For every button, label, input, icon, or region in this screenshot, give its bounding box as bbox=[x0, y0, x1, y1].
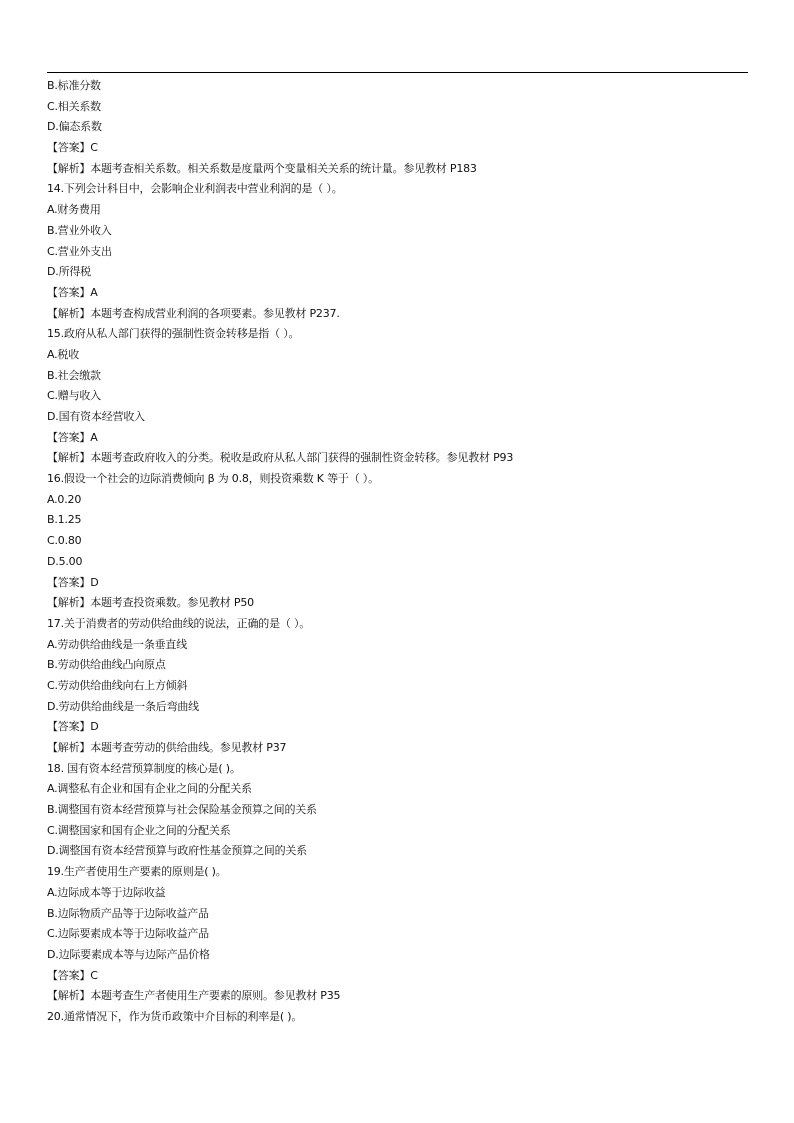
analysis-q15: 【解析】本题考查政府收入的分类。税收是政府从私人部门获得的强制性资金转移。参见教材 P93 bbox=[47, 451, 514, 465]
option-a-q15: A.税收 bbox=[47, 347, 80, 361]
analysis-q19: 【解析】本题考查生产者使用生产要素的原则。参见教材 P35 bbox=[47, 989, 341, 1003]
option-b-q18: B.调整国有资本经营预算与社会保险基金预算之间的关系 bbox=[47, 803, 317, 817]
option-a-q18: A.调整私有企业和国有企业之间的分配关系 bbox=[47, 782, 252, 796]
answer-q13: 【答案】C bbox=[47, 141, 98, 155]
option-d-q17: D.劳动供给曲线是一条后弯曲线 bbox=[47, 699, 199, 713]
option-c-q19: C.边际要素成本等于边际收益产品 bbox=[47, 927, 209, 941]
option-c-q15: C.赠与收入 bbox=[47, 389, 101, 403]
question-16: 16.假设一个社会的边际消费倾向 β 为 0.8，则投资乘数 K 等于（ ）。 bbox=[47, 472, 379, 486]
header-rule bbox=[47, 72, 748, 73]
option-c-q16: C.0.80 bbox=[47, 534, 82, 548]
question-19: 19.生产者使用生产要素的原则是( )。 bbox=[47, 865, 227, 879]
answer-q16: 【答案】D bbox=[47, 575, 99, 589]
document-body bbox=[47, 76, 747, 1028]
answer-q15: 【答案】A bbox=[47, 430, 98, 444]
question-15: 15.政府从私人部门获得的强制性资金转移是指（ ）。 bbox=[47, 327, 300, 341]
option-a-q19: A.边际成本等于边际收益 bbox=[47, 885, 166, 899]
option-d-q15: D.国有资本经营收入 bbox=[47, 410, 145, 423]
option-d-q19: D.边际要素成本等与边际产品价格 bbox=[47, 947, 210, 961]
option-d-q14: D.所得税 bbox=[47, 265, 91, 279]
option-c-q17: C.劳动供给曲线向右上方倾斜 bbox=[47, 678, 188, 692]
option-b-q16: B.1.25 bbox=[47, 513, 82, 527]
answer-q14: 【答案】A bbox=[47, 285, 98, 299]
option-a-q14: A.财务费用 bbox=[47, 203, 101, 217]
option-d-q16: D.5.00 bbox=[47, 554, 83, 568]
option-b-q14: B.营业外收入 bbox=[47, 223, 112, 237]
option-b-q13: B.标准分数 bbox=[47, 79, 101, 92]
option-c-q18: C.调整国家和国有企业之间的分配关系 bbox=[47, 823, 231, 837]
analysis-q17: 【解析】本题考查劳动的供给曲线。参见教材 P37 bbox=[47, 741, 287, 754]
option-c-q13: C.相关系数 bbox=[47, 99, 101, 113]
option-a-q17: A.劳动供给曲线是一条垂直线 bbox=[47, 637, 188, 651]
answer-q19: 【答案】C bbox=[47, 968, 98, 982]
option-b-q19: B.边际物质产品等于边际收益产品 bbox=[47, 906, 209, 920]
option-d-q13: D.偏态系数 bbox=[47, 120, 102, 134]
question-18: 18. 国有资本经营预算制度的核心是( )。 bbox=[47, 761, 241, 775]
analysis-q13: 【解析】本题考查相关系数。相关系数是度量两个变量相关关系的统计量。参见教材 P183 bbox=[47, 161, 477, 175]
analysis-q16: 【解析】本题考查投资乘数。参见教材 P50 bbox=[47, 596, 254, 610]
question-17: 17.关于消费者的劳动供给曲线的说法，正确的是（ ）。 bbox=[47, 616, 311, 630]
option-b-q15: B.社会缴款 bbox=[47, 368, 101, 382]
option-b-q17: B.劳动供给曲线凸向原点 bbox=[47, 658, 166, 672]
analysis-q14: 【解析】本题考查构成营业利润的各项要素。参见教材 P237. bbox=[47, 306, 340, 320]
question-20: 20.通常情况下，作为货币政策中介目标的利率是( )。 bbox=[47, 1009, 303, 1023]
option-c-q14: C.营业外支出 bbox=[47, 244, 112, 258]
option-a-q16: A.0.20 bbox=[47, 492, 82, 506]
question-14: 14.下列会计科目中，会影响企业利润表中营业利润的是（ ）。 bbox=[47, 182, 343, 196]
option-d-q18: D.调整国有资本经营预算与政府性基金预算之间的关系 bbox=[47, 844, 307, 858]
answer-q17: 【答案】D bbox=[47, 720, 99, 734]
